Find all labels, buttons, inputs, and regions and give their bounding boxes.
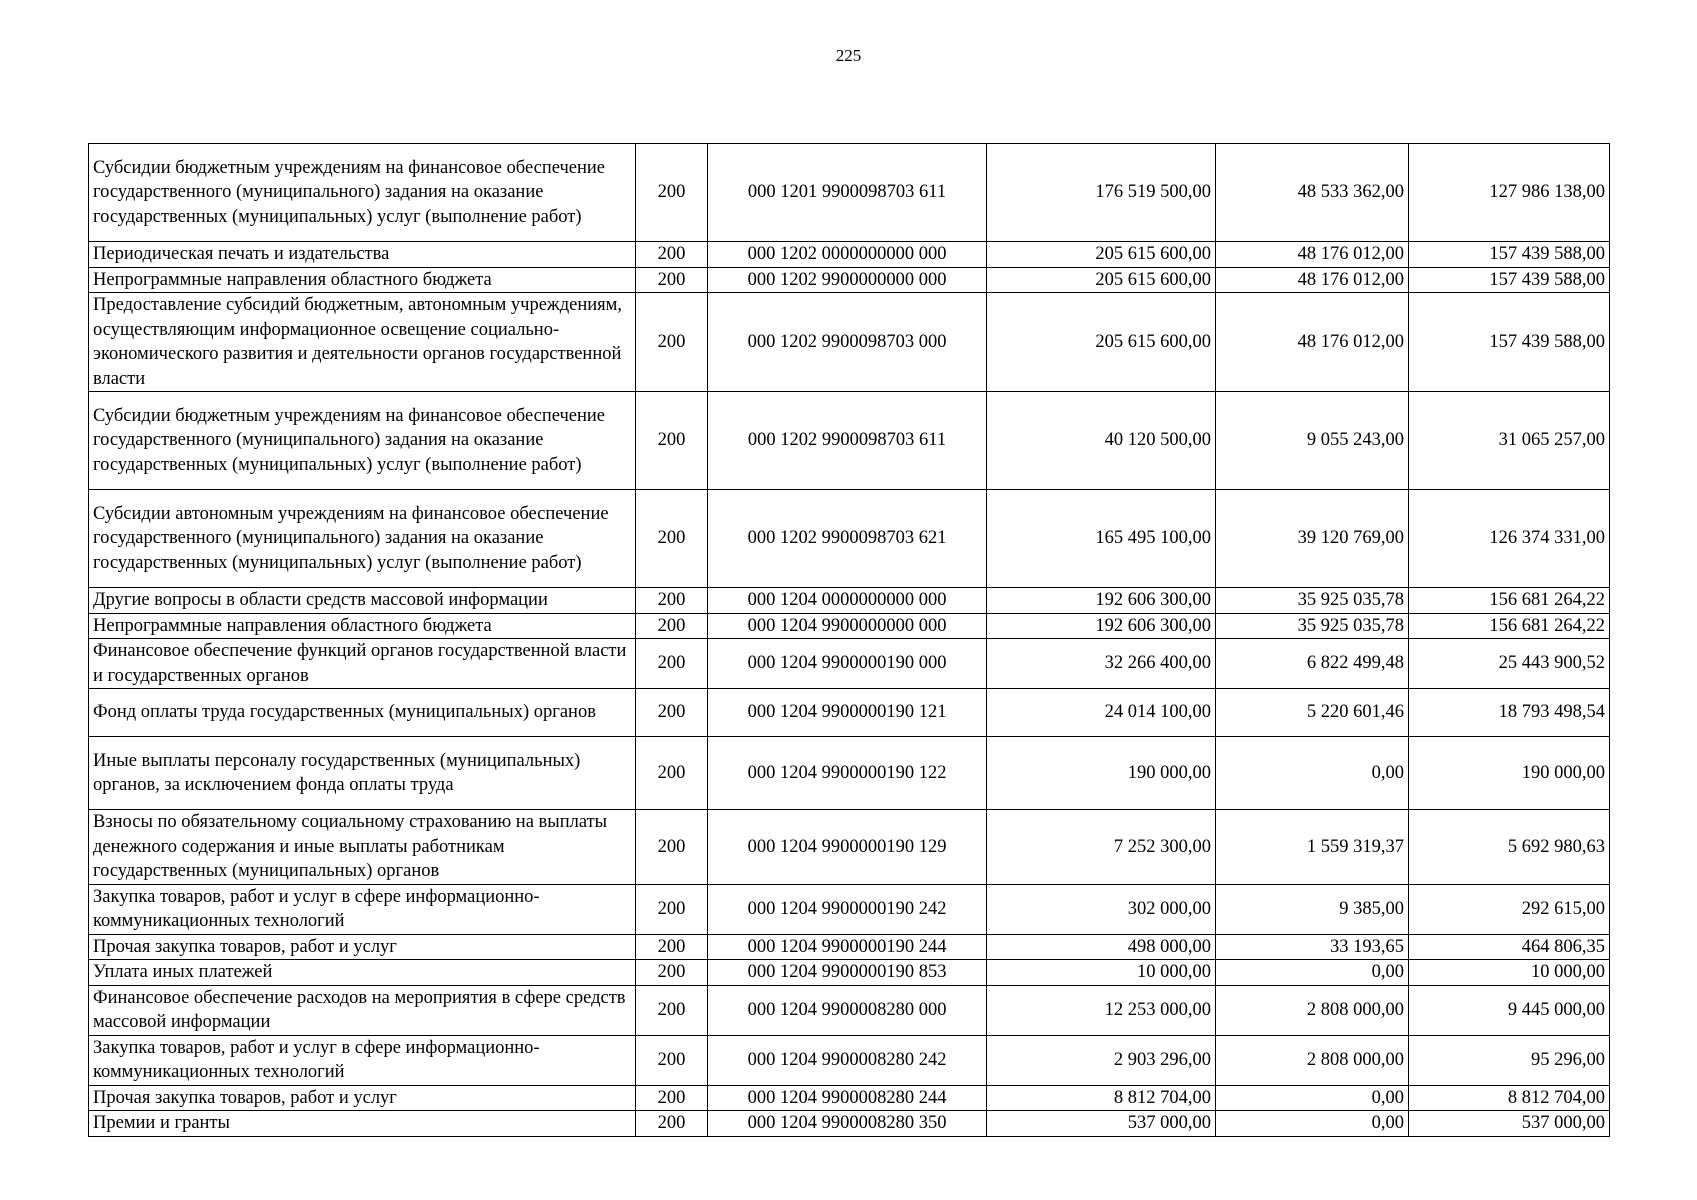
table-row <box>89 985 1610 1035</box>
table-row <box>89 689 1610 737</box>
cell-unexecuted: 464 806,35 <box>1409 934 1610 960</box>
cell-kbk: 000 1204 9900000190 122 <box>708 737 987 810</box>
cell-executed: 39 120 769,00 <box>1216 490 1409 588</box>
cell-code: 200 <box>636 960 708 986</box>
cell-unexecuted: 190 000,00 <box>1409 737 1610 810</box>
cell-code: 200 <box>636 884 708 934</box>
table-row <box>89 810 1610 885</box>
cell-executed: 6 822 499,48 <box>1216 639 1409 689</box>
cell-code: 200 <box>636 1035 708 1085</box>
cell-executed: 48 176 012,00 <box>1216 293 1409 392</box>
cell-unexecuted: 537 000,00 <box>1409 1111 1610 1137</box>
cell-executed: 5 220 601,46 <box>1216 689 1409 737</box>
cell-executed: 0,00 <box>1216 1085 1409 1111</box>
page-number: 225 <box>835 46 862 65</box>
cell-name: Субсидии бюджетным учреждениям на финансовое обеспечение государственного (муниципального) задания на оказание государственных (муниципальных) услуг (выполнение работ) <box>89 144 636 242</box>
table-row <box>89 613 1610 639</box>
cell-code: 200 <box>636 267 708 293</box>
cell-executed: 0,00 <box>1216 1111 1409 1137</box>
cell-name: Закупка товаров, работ и услуг в сфере информационно-коммуникационных технологий <box>89 884 636 934</box>
cell-name: Периодическая печать и издательства <box>89 242 636 268</box>
cell-kbk: 000 1202 9900098703 000 <box>708 293 987 392</box>
cell-code: 200 <box>636 144 708 242</box>
cell-kbk: 000 1204 9900008280 000 <box>708 985 987 1035</box>
table-row <box>89 242 1610 268</box>
cell-kbk: 000 1204 9900000190 129 <box>708 810 987 885</box>
cell-name: Премии и гранты <box>89 1111 636 1137</box>
table-row <box>89 639 1610 689</box>
cell-approved: 32 266 400,00 <box>987 639 1216 689</box>
cell-unexecuted: 292 615,00 <box>1409 884 1610 934</box>
cell-approved: 7 252 300,00 <box>987 810 1216 885</box>
cell-code: 200 <box>636 613 708 639</box>
cell-approved: 302 000,00 <box>987 884 1216 934</box>
cell-kbk: 000 1202 0000000000 000 <box>708 242 987 268</box>
cell-executed: 35 925 035,78 <box>1216 613 1409 639</box>
cell-kbk: 000 1201 9900098703 611 <box>708 144 987 242</box>
cell-unexecuted: 156 681 264,22 <box>1409 613 1610 639</box>
cell-executed: 2 808 000,00 <box>1216 985 1409 1035</box>
cell-kbk: 000 1204 0000000000 000 <box>708 588 987 614</box>
cell-name: Предоставление субсидий бюджетным, автономным учреждениям, осуществляющим информационное освещение социально-экономического развития и деятельности органов государственной власти <box>89 293 636 392</box>
cell-name: Непрограммные направления областного бюджета <box>89 613 636 639</box>
cell-name: Закупка товаров, работ и услуг в сфере информационно-коммуникационных технологий <box>89 1035 636 1085</box>
cell-code: 200 <box>636 985 708 1035</box>
cell-executed: 9 055 243,00 <box>1216 392 1409 490</box>
cell-code: 200 <box>636 1085 708 1111</box>
cell-kbk: 000 1202 9900098703 621 <box>708 490 987 588</box>
cell-code: 200 <box>636 639 708 689</box>
cell-approved: 205 615 600,00 <box>987 293 1216 392</box>
cell-unexecuted: 8 812 704,00 <box>1409 1085 1610 1111</box>
cell-executed: 2 808 000,00 <box>1216 1035 1409 1085</box>
cell-executed: 1 559 319,37 <box>1216 810 1409 885</box>
cell-code: 200 <box>636 588 708 614</box>
cell-kbk: 000 1204 9900008280 242 <box>708 1035 987 1085</box>
cell-kbk: 000 1204 9900000190 121 <box>708 689 987 737</box>
cell-approved: 12 253 000,00 <box>987 985 1216 1035</box>
cell-kbk: 000 1204 9900008280 350 <box>708 1111 987 1137</box>
cell-kbk: 000 1204 9900000000 000 <box>708 613 987 639</box>
cell-kbk: 000 1204 9900000190 000 <box>708 639 987 689</box>
cell-name: Финансовое обеспечение функций органов государственной власти и государственных органов <box>89 639 636 689</box>
table-row <box>89 1111 1610 1137</box>
table-row <box>89 392 1610 490</box>
cell-executed: 48 176 012,00 <box>1216 267 1409 293</box>
cell-unexecuted: 127 986 138,00 <box>1409 144 1610 242</box>
cell-kbk: 000 1202 9900000000 000 <box>708 267 987 293</box>
cell-name: Фонд оплаты труда государственных (муниципальных) органов <box>89 689 636 737</box>
cell-approved: 10 000,00 <box>987 960 1216 986</box>
cell-unexecuted: 157 439 588,00 <box>1409 242 1610 268</box>
cell-code: 200 <box>636 737 708 810</box>
cell-name: Прочая закупка товаров, работ и услуг <box>89 934 636 960</box>
cell-name: Уплата иных платежей <box>89 960 636 986</box>
cell-approved: 205 615 600,00 <box>987 267 1216 293</box>
cell-executed: 48 533 362,00 <box>1216 144 1409 242</box>
cell-code: 200 <box>636 934 708 960</box>
cell-approved: 192 606 300,00 <box>987 613 1216 639</box>
cell-approved: 192 606 300,00 <box>987 588 1216 614</box>
cell-code: 200 <box>636 689 708 737</box>
cell-kbk: 000 1204 9900000190 242 <box>708 884 987 934</box>
table-row <box>89 1085 1610 1111</box>
table-row <box>89 737 1610 810</box>
cell-unexecuted: 25 443 900,52 <box>1409 639 1610 689</box>
cell-name: Субсидии автономным учреждениям на финансовое обеспечение государственного (муниципального) задания на оказание государственных (муниципальных) услуг (выполнение работ) <box>89 490 636 588</box>
cell-unexecuted: 5 692 980,63 <box>1409 810 1610 885</box>
cell-unexecuted: 126 374 331,00 <box>1409 490 1610 588</box>
table-row <box>89 960 1610 986</box>
cell-unexecuted: 18 793 498,54 <box>1409 689 1610 737</box>
cell-executed: 33 193,65 <box>1216 934 1409 960</box>
cell-approved: 165 495 100,00 <box>987 490 1216 588</box>
cell-name: Финансовое обеспечение расходов на мероприятия в сфере средств массовой информации <box>89 985 636 1035</box>
cell-approved: 205 615 600,00 <box>987 242 1216 268</box>
budget-execution-table <box>88 143 1610 1137</box>
cell-kbk: 000 1204 9900008280 244 <box>708 1085 987 1111</box>
cell-unexecuted: 157 439 588,00 <box>1409 267 1610 293</box>
cell-unexecuted: 157 439 588,00 <box>1409 293 1610 392</box>
cell-name: Субсидии бюджетным учреждениям на финансовое обеспечение государственного (муниципального) задания на оказание государственных (муниципальных) услуг (выполнение работ) <box>89 392 636 490</box>
cell-approved: 8 812 704,00 <box>987 1085 1216 1111</box>
cell-approved: 498 000,00 <box>987 934 1216 960</box>
cell-name: Непрограммные направления областного бюджета <box>89 267 636 293</box>
cell-code: 200 <box>636 810 708 885</box>
cell-code: 200 <box>636 293 708 392</box>
cell-code: 200 <box>636 490 708 588</box>
cell-code: 200 <box>636 392 708 490</box>
cell-name: Взносы по обязательному социальному страхованию на выплаты денежного содержания и иные выплаты работникам государственных (муниципальных) органов <box>89 810 636 885</box>
table-row <box>89 293 1610 392</box>
cell-unexecuted: 10 000,00 <box>1409 960 1610 986</box>
table-row <box>89 267 1610 293</box>
cell-executed: 48 176 012,00 <box>1216 242 1409 268</box>
cell-executed: 9 385,00 <box>1216 884 1409 934</box>
table-row <box>89 144 1610 242</box>
cell-approved: 176 519 500,00 <box>987 144 1216 242</box>
cell-approved: 24 014 100,00 <box>987 689 1216 737</box>
table-row <box>89 588 1610 614</box>
cell-kbk: 000 1204 9900000190 853 <box>708 960 987 986</box>
table-row <box>89 490 1610 588</box>
cell-code: 200 <box>636 1111 708 1137</box>
cell-kbk: 000 1204 9900000190 244 <box>708 934 987 960</box>
cell-executed: 0,00 <box>1216 737 1409 810</box>
cell-name: Иные выплаты персоналу государственных (муниципальных) органов, за исключением фонда оплаты труда <box>89 737 636 810</box>
cell-name: Другие вопросы в области средств массовой информации <box>89 588 636 614</box>
cell-kbk: 000 1202 9900098703 611 <box>708 392 987 490</box>
cell-executed: 35 925 035,78 <box>1216 588 1409 614</box>
cell-name: Прочая закупка товаров, работ и услуг <box>89 1085 636 1111</box>
cell-unexecuted: 9 445 000,00 <box>1409 985 1610 1035</box>
table-row <box>89 1035 1610 1085</box>
table-row <box>89 934 1610 960</box>
cell-approved: 40 120 500,00 <box>987 392 1216 490</box>
cell-approved: 537 000,00 <box>987 1111 1216 1137</box>
cell-executed: 0,00 <box>1216 960 1409 986</box>
cell-unexecuted: 31 065 257,00 <box>1409 392 1610 490</box>
cell-code: 200 <box>636 242 708 268</box>
cell-approved: 190 000,00 <box>987 737 1216 810</box>
cell-unexecuted: 156 681 264,22 <box>1409 588 1610 614</box>
cell-approved: 2 903 296,00 <box>987 1035 1216 1085</box>
table-row <box>89 884 1610 934</box>
cell-unexecuted: 95 296,00 <box>1409 1035 1610 1085</box>
